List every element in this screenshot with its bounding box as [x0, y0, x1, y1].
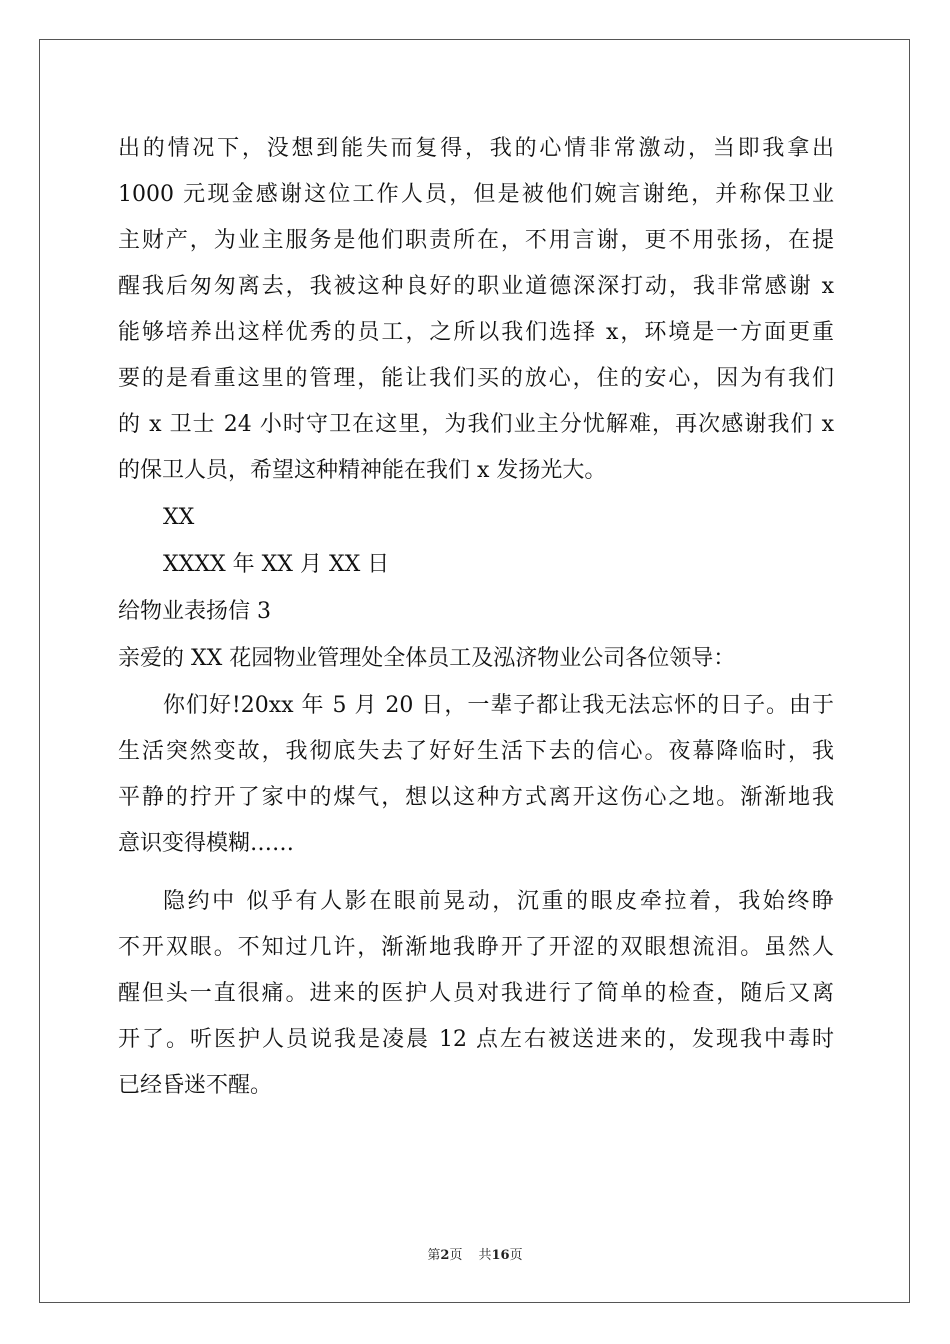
text-line: 生活突然变故，我彻底失去了好好生活下去的信心。夜幕降临时，我 — [118, 739, 834, 764]
page-suffix: 页 — [449, 1248, 463, 1263]
total-prefix: 共 — [478, 1248, 492, 1263]
text-line: 的保卫人员，希望这种精神能在我们 x 发扬光大。 — [118, 458, 607, 483]
text-line: 能够培养出这样优秀的员工，之所以我们选择 x，环境是一方面更重 — [118, 320, 834, 345]
text-line: 的 x 卫士 24 小时守卫在这里，为我们业主分忧解难，再次感谢我们 x — [118, 412, 834, 437]
text-line: 不开双眼。不知过几许，渐渐地我睁开了开涩的双眼想流泪。虽然人 — [118, 935, 834, 960]
page-footer — [0, 1248, 950, 1264]
text-line: 出的情况下，没想到能失而复得，我的心情非常激动，当即我拿出 — [118, 136, 834, 161]
document-body — [118, 126, 834, 1109]
paragraph-1 — [118, 126, 834, 494]
page-number: 2 — [440, 1248, 450, 1263]
section-title: 给物业表扬信 3 — [118, 599, 271, 624]
text-line: 你们好!20xx 年 5 月 20 日，一辈子都让我无法忘怀的日子。由于 — [163, 693, 834, 718]
text-line: 主财产，为业主服务是他们职责所在，不用言谢，更不用张扬，在提 — [118, 228, 834, 253]
salutation: 亲爱的 XX 花园物业管理处全体员工及泓济物业公司各位领导： — [118, 646, 736, 671]
total-pages: 16 — [491, 1248, 510, 1263]
date-line: XXXX 年 XX 月 XX 日 — [163, 552, 390, 577]
text-line: 要的是看重这里的管理，能让我们买的放心，住的安心，因为有我们 — [118, 366, 834, 391]
text-line: 已经昏迷不醒。 — [118, 1073, 273, 1098]
total-suffix: 页 — [509, 1248, 523, 1263]
text-line: 醒但头一直很痛。进来的医护人员对我进行了简单的检查，随后又离 — [118, 981, 834, 1006]
paragraph-2 — [118, 683, 834, 867]
text-line: 醒我后匆匆离去，我被这种良好的职业道德深深打动，我非常感谢 x — [118, 274, 834, 299]
paragraph-3 — [118, 879, 834, 1109]
text-line: 1000 元现金感谢这位工作人员，但是被他们婉言谢绝，并称保卫业 — [118, 182, 834, 207]
text-line: 平静的拧开了家中的煤气，想以这种方式离开这伤心之地。渐渐地我 — [118, 785, 834, 810]
page-prefix: 第 — [427, 1248, 441, 1263]
text-line: 开了。听医护人员说我是凌晨 12 点左右被送进来的，发现我中毒时 — [118, 1027, 834, 1052]
text-line: 隐约中 似乎有人影在眼前晃动，沉重的眼皮牵拉着，我始终睁 — [163, 889, 834, 914]
text-line: 意识变得模糊…… — [118, 831, 295, 856]
signature: XX — [163, 505, 195, 530]
